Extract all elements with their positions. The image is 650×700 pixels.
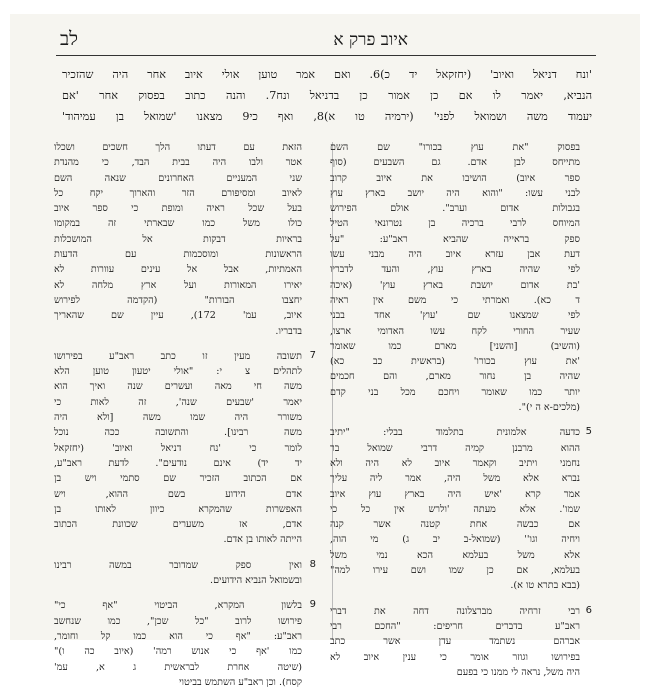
footnote-line: רבי זרחיה מברצלונה דחה את דברי xyxy=(330,605,580,617)
footnote-line: משורר היה שמו משה [ולא היה xyxy=(54,412,302,424)
footnote-line: ובשמואל הנביא הידועים. xyxy=(210,575,302,587)
footnote-line: הראשונות ומוסכמות עם הדעות xyxy=(54,249,302,261)
footnote-line: לאיוב ומסיפורם הזר והארוך יקח כל xyxy=(54,187,302,199)
footnote-line: האפשרות שהמקרא כיוון לאותו בן xyxy=(54,503,302,515)
footnote-line: (בבא בתרא טו א). xyxy=(510,580,580,592)
footnote-line: לתהלים צ י: "אולי יטעון טוען הלא xyxy=(54,366,302,378)
footnote-line: בגבולות אדום וערב". אולם הפירוש xyxy=(330,203,580,215)
footnote-block xyxy=(330,425,580,593)
footnote-line: בפירושו וגוזר אומר כי ענין איוב לא xyxy=(330,651,580,663)
footnote-line: איוב, עמ' 172), עיין שם שהאריך xyxy=(54,310,302,322)
footnote-line: אם הכתוב הזכיר שם סתמי ויש בן xyxy=(54,473,302,485)
footnote-line: יאמר 'שבעים שנה', זה לאות כי xyxy=(54,396,302,408)
footnote-block xyxy=(330,140,580,415)
intro-text xyxy=(62,64,592,127)
footnote-number: 9 xyxy=(309,599,316,611)
footnote-line: הייתה לאותו בן אדם. xyxy=(223,534,302,546)
page-header xyxy=(10,28,640,54)
footnote-number: 6 xyxy=(585,604,592,616)
footnote-line: אם כבשה אחת קטנה אשר קנה xyxy=(330,519,580,531)
footnote-line: (מלכים-א ה י)". xyxy=(518,402,580,414)
footnote-line: 'את עוץ בכורו' (בראשית כב כא) xyxy=(330,356,580,368)
footnote-line: לבני עשו: "והוא היה יושב בארץ עוץ xyxy=(330,187,580,199)
footnote-line: (והשיב) [והשני] מארם כמו שאומר xyxy=(330,340,580,352)
page-number: לב xyxy=(60,28,79,50)
footnote-line: אברהם נשתמד עדן אשר כתב xyxy=(330,636,580,648)
book-page xyxy=(10,14,640,688)
footnote-line: בעל שכל ראיה ומופת כי ספר איוב xyxy=(54,203,302,215)
footnote-line: שעיר החורי לקח עשו האדומי ארצו, xyxy=(330,325,580,337)
footnote-block xyxy=(330,604,580,680)
footnote-block xyxy=(54,558,302,589)
footnote-line: הזאת עם דעתו הלך חשכים ושכלו xyxy=(54,142,302,153)
footnote-line: שהיה בן נחור מארם, והם חכמים xyxy=(330,371,580,383)
footnote-line: לפי שהיה בארץ עוץ, והעד לדבריו xyxy=(330,264,580,276)
footnote-line: בדבריו. xyxy=(275,325,302,337)
footnote-line: בעלמא, אם כן שמו ושם עירו למה" xyxy=(330,565,580,577)
footnote-line: ספר איוב) הושיבו את איוב קרוב xyxy=(330,172,580,184)
footnote-line: מתייחס לבן אדם. גם השבעים (סוף xyxy=(330,157,580,169)
footnote-line: משה רבינו]. והתשובה ככה נוכל xyxy=(54,427,302,439)
footnote-block xyxy=(54,598,302,690)
footnote-line: ואין ספק שמדובר במשה רבינו xyxy=(54,559,302,571)
footnote-number: 7 xyxy=(309,349,316,361)
footnotes-left-column xyxy=(54,140,302,700)
footnote-line: ויחיה וגו'' (שמואל-ב יב ג) מי הוה, xyxy=(330,534,580,546)
footnote-line: נחמני ויתיב וקאמר איוב לא היה ולא xyxy=(330,457,580,469)
footnote-line: לפי שמצאנו שם 'עוץ' אחד בבני xyxy=(330,310,580,322)
footnote-line: אטר ולבו היה בבית הבד, כי מהנדת xyxy=(54,157,302,169)
footnote-line: משה חי מאה ועשרים שנה ואיך הוא xyxy=(54,381,302,393)
footnote-line: יאירו המאורות ועל ארץ מלחה לא xyxy=(54,279,302,291)
footnote-line: קסח). וכן ראב"ע השתמש בביטוי xyxy=(179,676,302,688)
footnote-line: יד יד) אינם נודעים". לדעת ראב"ע, xyxy=(54,457,302,469)
footnote-number: 8 xyxy=(309,558,316,570)
footnote-line: כמו 'אף כי אנוש רמה' (איוב כה ו)" xyxy=(54,646,302,658)
footnote-line: יחצבו הבורות" (הקדמה לפירוש xyxy=(54,294,302,306)
footnote-line: היה משל, נראה לי ממנו כי בפעם xyxy=(456,666,580,678)
footnote-line: דעת אבן עזרא איוב היה מבני עשו xyxy=(330,249,580,261)
footnote-line: פירושו לרוב "כל שכן", כמו שנחשב xyxy=(54,615,302,627)
footnote-line: תשובה מעין זו כתב ראב"ע בפירושו xyxy=(54,350,302,362)
footnote-line: בראיות דבקות אל המושכלות xyxy=(54,233,302,245)
footnote-line: כולו משל כמו שבארתי זה במקומו xyxy=(54,218,302,230)
footnote-line: ההוא מרבנן קמיה דרבי שמואל בר xyxy=(330,442,580,454)
footnote-line: ראב"ע בדברים חריפים: "החכם רבי xyxy=(330,620,580,632)
footnote-line: (שיטה אחרת לבראשית ג א, עמ' xyxy=(54,661,302,673)
footnote-line: שני המעניים האחרונים שנאה השם xyxy=(54,172,302,184)
footnotes-right-column xyxy=(330,140,580,690)
footnote-line: המיוחס לרבי ברכיה בן נטרונאי הטיל xyxy=(330,218,580,230)
footnote-line: 'בת אדום יושבת בארץ עוץ' (איכה xyxy=(330,279,580,291)
footnote-line: ד כא). ואמרתי כי משם אין ראיה xyxy=(330,294,580,306)
footnote-number: 5 xyxy=(585,426,592,438)
intro-line: 'ונח דניאל ואיוב' (יחזקאל יד כ)6. ואם אמר טוען אולי איוב אחר היה שהזכיר xyxy=(62,68,592,81)
footnote-line: האמתיות, אבל אל עינים עוורות לא xyxy=(54,264,302,276)
footnote-block xyxy=(54,140,302,339)
intro-line: יעמוד משה ושמואל לפני' (ירמיה טו א)8, ואף כי9 מצאנו 'שמואל בן עמיהוד' xyxy=(62,110,593,123)
footnote-line: שמו'. אלא מעתה 'ולרש אין כל כי xyxy=(330,503,580,515)
footnote-line: אדם הידוע בשם ההוא, ויש xyxy=(54,488,302,500)
footnote-line: אלא משל בעלמא הכא נמי משל xyxy=(330,549,580,561)
page-title: איוב פרק א xyxy=(333,30,408,50)
footnote-block xyxy=(54,349,302,548)
footnote-line: ראב"ע: "אף כי הוא כמו קל וחומר, xyxy=(54,630,302,642)
footnote-line: לומר כי 'נח דניאל ואיוב' (יחזקאל xyxy=(54,442,302,454)
footnote-line: כדעה אלמונית בתלמוד בבלי: "יתיב xyxy=(330,427,580,439)
footnote-line: אמר קרא 'איש היה בארץ עוץ איוב xyxy=(330,488,580,500)
footnote-line: ספק בראייה שהביא ראב"ע: "על xyxy=(330,233,580,245)
header-rule xyxy=(56,55,596,56)
intro-line: הנביא, יאמר לו אם כן אמור כן בדניאל ונח7. והנה כתוב בפסוק אחר 'אם xyxy=(62,89,593,102)
footnote-line: בלשון המקרא, הביטוי "אף כי" xyxy=(54,600,302,612)
footnote-line: בפסוק "את עוץ בכורו" שם השם xyxy=(330,142,580,153)
footnote-line: יותר כמו שאומר ויחכם מכל בני קדם xyxy=(330,386,580,398)
footnote-line: נברא אלא משל היה, אמר ליה עליך xyxy=(330,473,580,485)
footnote-line: אדם, אז משערים שכוונת הכתוב xyxy=(54,519,302,531)
